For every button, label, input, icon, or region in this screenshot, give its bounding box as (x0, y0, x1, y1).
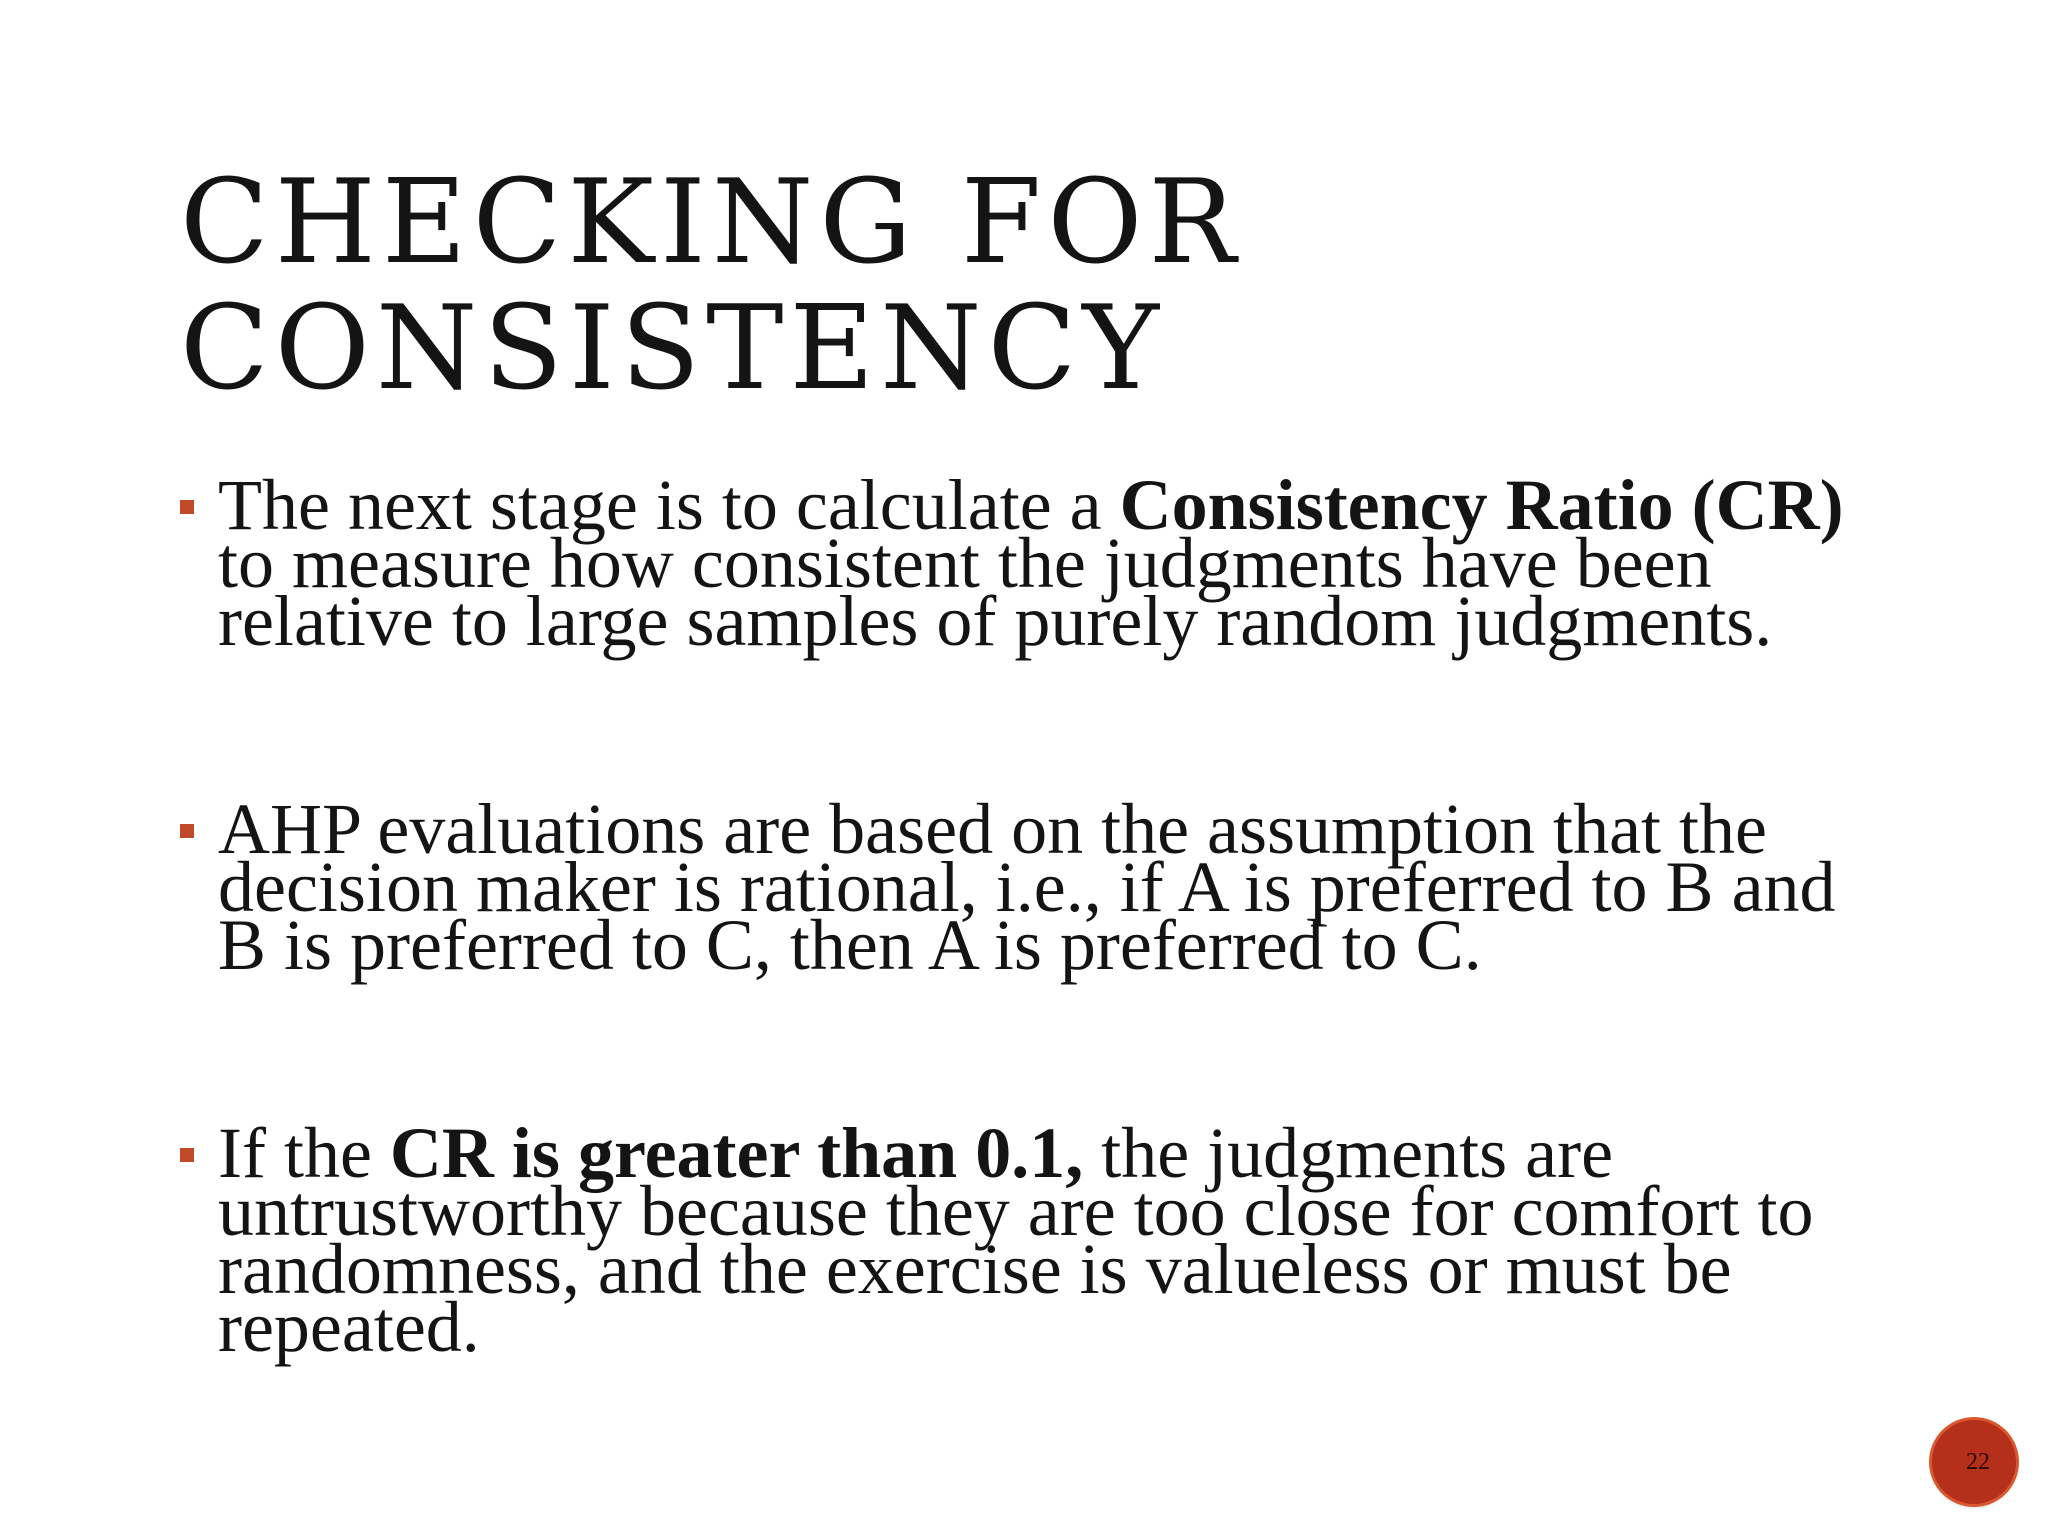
bullet-text: If the (218, 1113, 390, 1193)
bullet-list (180, 465, 1900, 1367)
bullet-item (180, 789, 1900, 985)
bullet-marker-icon (180, 824, 194, 838)
bullet-text: to measure how consistent the judgments have been relative to large samples of purely random judgments. (218, 523, 1773, 661)
bullet-item (180, 465, 1900, 661)
bullet-marker-icon (180, 500, 194, 514)
bullet-text: AHP evaluations are based on the assumption that the decision maker is rational, i.e., if A is preferred to B and B is preferred to C, then A is preferred to C. (218, 789, 1836, 985)
bullet-marker-icon (180, 1148, 194, 1162)
bullet-bold-text: Consistency Ratio (CR) (1119, 465, 1844, 545)
page-number-badge (1932, 1420, 2016, 1504)
slide-title (180, 155, 1880, 416)
bullet-text: The next stage is to calculate a (218, 465, 1120, 545)
slide-title-line-1: CHECKING FOR (180, 155, 1242, 290)
bullet-item (180, 1113, 1900, 1367)
bullet-text: the judgments are untrustworthy because they are too close for comfort to randomness, and the exercise is valueless or must be repeated. (218, 1113, 1814, 1367)
bullet-bold-text: CR is greater than 0.1, (389, 1113, 1084, 1193)
page-number: 22 (1966, 1448, 1990, 1475)
slide-title-line-2: CONSISTENCY (180, 281, 1165, 416)
